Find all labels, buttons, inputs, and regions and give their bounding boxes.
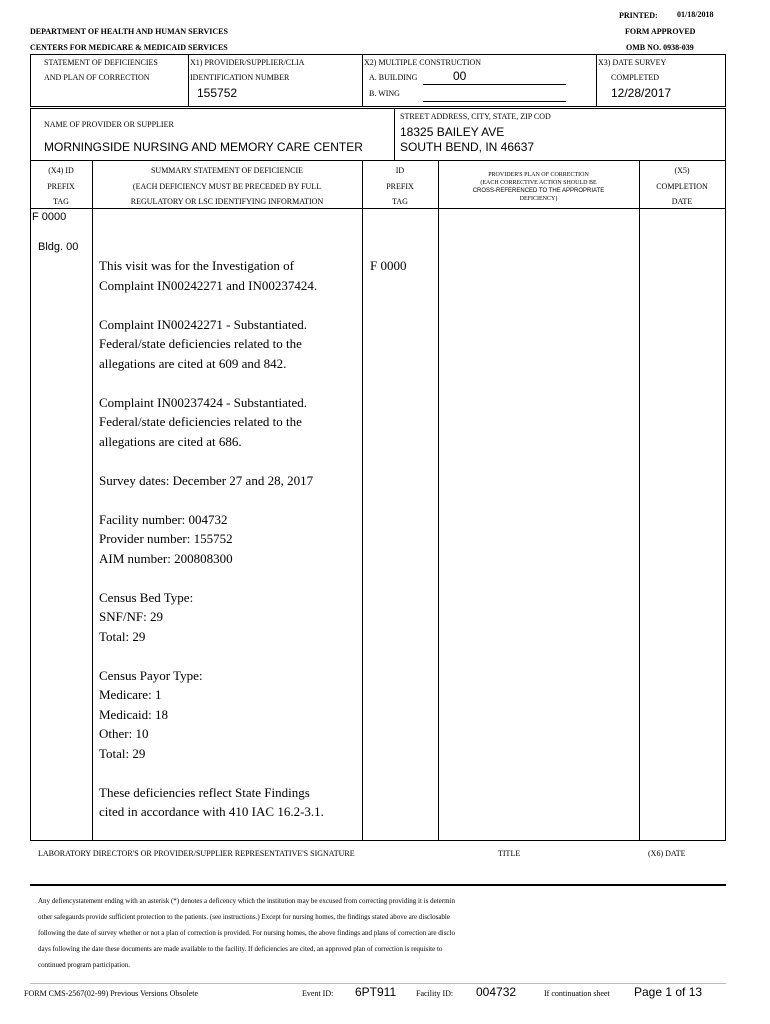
footnote-line: other safegaurds provide sufficient protection to the patients. (see instructions.) Except for nursing homes, the findings stated above are disclosable [38,913,450,921]
summary-line: AIM number: 200808300 [99,550,233,566]
id-prefix-tag: F 0000 [370,258,407,273]
summary-line: Survey dates: December 27 and 28, 2017 [99,472,314,488]
summary-line: SNF/NF: 29 [99,609,163,624]
building-tag: Bldg. 00 [38,241,79,253]
summary-line: Medicare: 1 [99,687,162,702]
summary-statement [99,256,324,841]
footnote-line: days following the date these documents are made available to the facility. If deficiencies are cited, an approved plan of correction is requisite to [38,945,443,953]
summary-line: Federal/state deficiencies related to the [99,414,302,429]
form-approved: FORM APPROVED [625,27,696,36]
summary-line: Total: 29 [99,628,146,644]
plan-label: AND PLAN OF CORRECTION [44,73,150,82]
summary-line: Facility number: 004732 [99,511,228,527]
footnote-line: Any defiencystatement ending with an asterisk (*) denotes a deficency which the institution may be excused from correcting providing it is determin [38,897,455,905]
summary-line: These deficiencies reflect State Findings [99,784,310,800]
continuation-label: If continuation sheet [544,989,610,998]
footnote [38,893,455,973]
page-number: Page 1 of 13 [634,985,703,999]
street-label: STREET ADDRESS, CITY, STATE, ZIP COD [400,112,551,121]
completion-label: COMPLETION [656,182,708,191]
id-label: ID [395,166,405,175]
summary-line: Census Payor Type: [99,667,203,683]
summary-paragraph [99,393,324,452]
summary-line: Federal/state deficiencies related to the [99,336,302,351]
signature-label: LABORATORY DIRECTOR'S OR PROVIDER/SUPPLIER REPRESENTATIVE'S SIGNATURE [38,849,355,858]
x3-label: X3) DATE SURVEY [598,58,667,67]
x4-tag-label: TAG [53,197,69,206]
statement-label: STATEMENT OF DEFICIENCIES [44,58,158,67]
summary-line: Medicaid: 18 [99,706,168,722]
summary-line: Provider number: 155752 [99,531,233,546]
provider-name-label: NAME OF PROVIDER OR SUPPLIER [44,120,174,129]
event-id: 6PT911 [355,985,397,999]
summary-line: Complaint IN00242271 - Substantiated. [99,316,307,332]
survey-date: 12/28/2017 [611,86,672,100]
id-tag-label: TAG [392,197,408,206]
provider-number: 155752 [197,86,238,100]
summary-paragraph [99,256,324,295]
x5-label: (X5) [674,166,690,175]
x4-prefix-label: PREFIX [47,182,75,191]
plan-sub-label-3: DEFICIENCY) [519,196,558,202]
printed-label: PRINTED: [619,11,658,20]
summary-paragraph [99,588,324,647]
summary-paragraph [99,783,324,822]
provider-name: MORNINGSIDE NURSING AND MEMORY CARE CENTER [44,140,363,154]
centers-title: CENTERS FOR MEDICARE & MEDICAID SERVICES [30,43,228,52]
summary-line: allegations are cited at 609 and 842. [99,355,287,371]
form-number: FORM CMS-2567(02-99) Previous Versions Obsolete [24,989,199,998]
summary-line: Total: 29 [99,745,146,761]
x3-label-2: COMPLETED [611,73,659,82]
building-value: 00 [453,69,467,83]
summary-line: Complaint IN00237424 - Substantiated. [99,394,307,410]
summary-sub-label-2: REGULATORY OR LSC IDENTIFYING INFORMATION [130,197,324,206]
facility-id-label: Facility ID: [416,989,454,998]
street-address: 18325 BAILEY AVE [400,125,505,139]
printed-date: 01/18/2018 [677,10,714,19]
x2-label: X2) MULTIPLE CONSTRUCTION [364,58,482,67]
city-state-zip: SOUTH BEND, IN 46637 [400,140,535,154]
x6-date-label: (X6) DATE [648,849,686,858]
department-title: DEPARTMENT OF HEALTH AND HUMAN SERVICES [30,27,228,36]
id-prefix-label: PREFIX [386,182,414,191]
summary-line: allegations are cited at 686. [99,433,242,449]
summary-paragraph [99,315,324,374]
footnote-line: continued program participation. [38,961,130,969]
date-label: DATE [671,197,693,206]
summary-paragraph [99,666,324,764]
plan-sub-label-2: CROSS-REFERENCED TO THE APPROPRIATE [472,188,605,194]
facility-id: 004732 [476,985,517,999]
plan-of-correction-label: PROVIDER'S PLAN OF CORRECTION [488,172,589,178]
event-id-label: Event ID: [302,989,334,998]
summary-line: Other: 10 [99,726,149,741]
summary-paragraph [99,510,324,569]
summary-line: Complaint IN00242271 and IN00237424. [99,277,318,293]
wing-label: B. WING [369,89,400,98]
title-label: TITLE [498,849,521,858]
summary-paragraph [99,471,324,491]
x1-label: X1) PROVIDER/SUPPLIER/CLIA [190,58,305,67]
summary-line: cited in accordance with 410 IAC 16.2-3.1. [99,804,324,819]
summary-line: This visit was for the Investigation of [99,258,294,273]
footnote-line: following the date of survey whether or not a plan of correction is provided. For nursing homes, the above findings and plans of correction are disclo [38,929,455,937]
plan-sub-label: (EACH CORRECTIVE ACTION SHOULD BE [480,180,597,186]
building-label: A. BUILDING [369,73,418,82]
prefix-tag: F 0000 [32,211,67,223]
x4-label: (X4) ID [48,166,74,175]
omb-number: OMB NO. 0938-039 [626,43,694,52]
summary-label: SUMMARY STATEMENT OF DEFICIENCIE [150,166,304,175]
summary-sub-label: (EACH DEFICIENCY MUST BE PRECEDED BY FULL [132,182,322,191]
x1-label-2: IDENTIFICATION NUMBER [190,73,290,82]
summary-line: Census Bed Type: [99,589,194,605]
